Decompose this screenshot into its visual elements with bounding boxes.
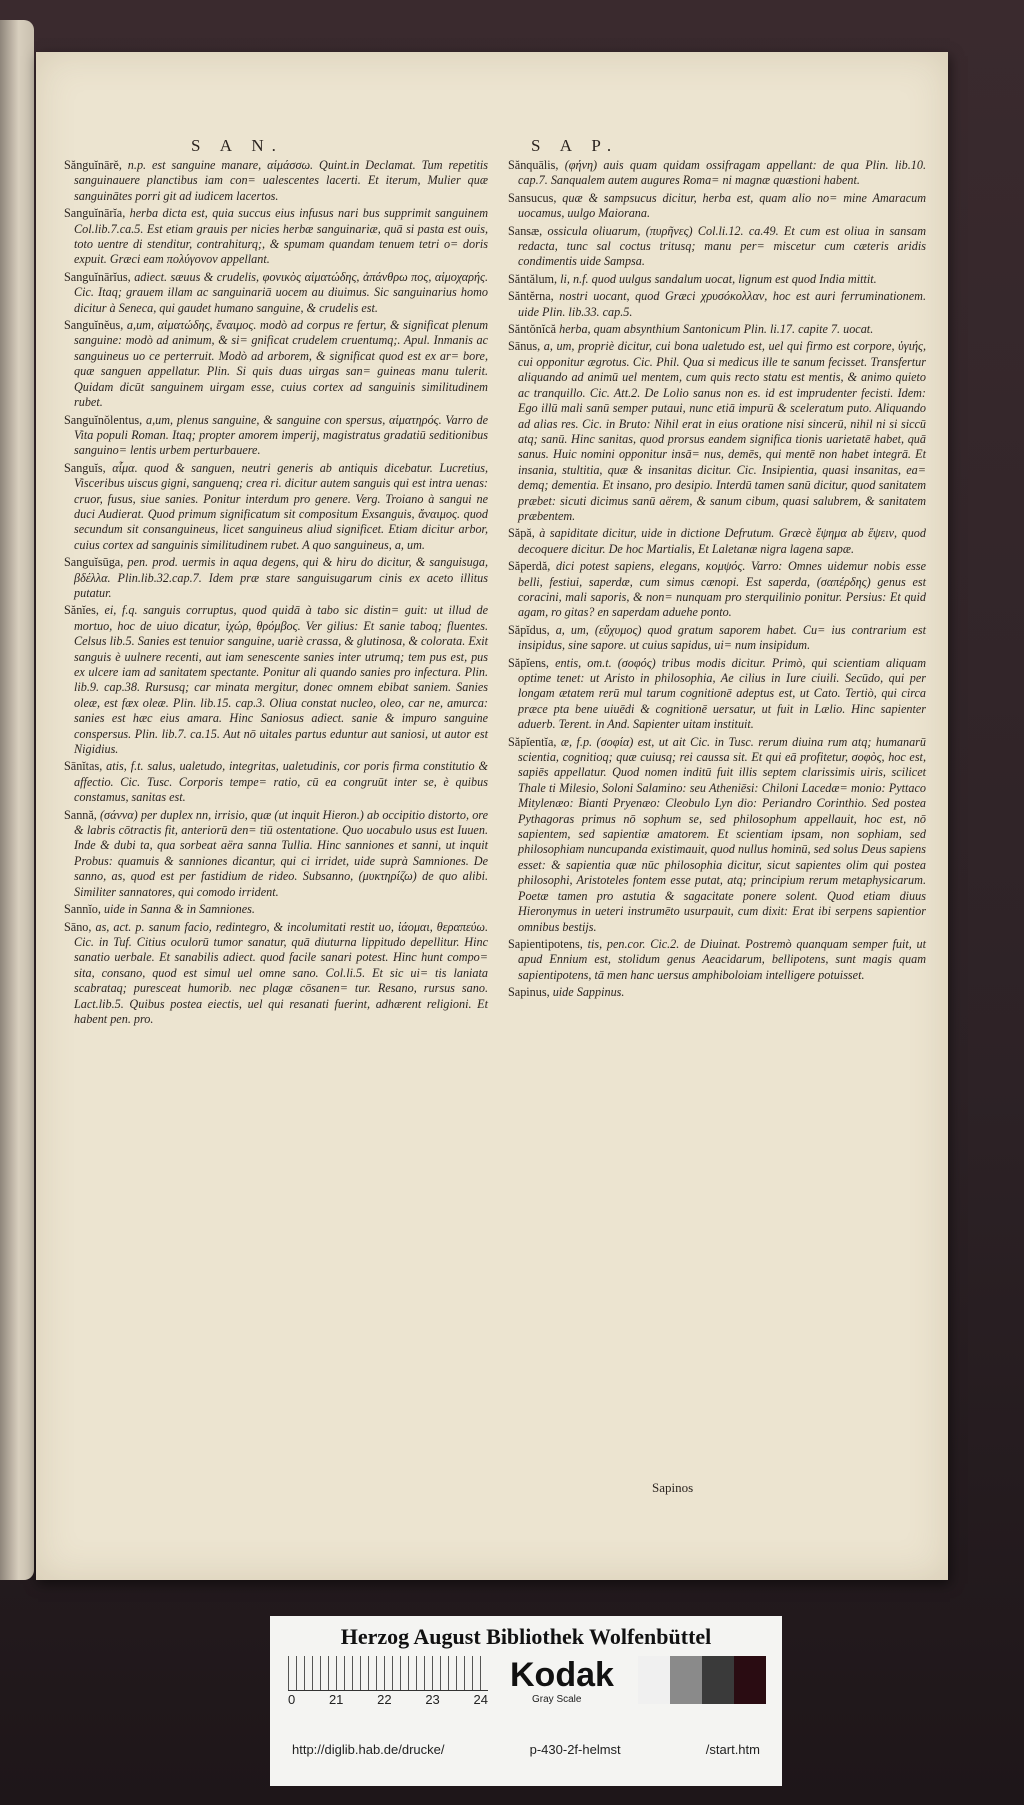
entry-text: pen. prod. uermis in aqua degens, qui & hiru do dicitur, & sanguisuga, βδέλλα. Plin.lib.32.cap.7. Idem præ stare sanguisugarum cinis ex aceto illitus putatur. bbox=[74, 555, 488, 600]
entry-lemma: Sannă, bbox=[64, 807, 97, 822]
gray-patch bbox=[638, 1656, 670, 1704]
dictionary-entry bbox=[506, 985, 926, 1000]
entry-lemma: Sanguĭnārĭus, bbox=[64, 269, 131, 284]
gray-patch bbox=[670, 1656, 702, 1704]
entry-lemma: Sansucus, bbox=[508, 190, 557, 205]
gray-patch bbox=[734, 1656, 766, 1704]
entry-text: tis, pen.cor. Cic.2. de Diuinat. Postremò quanquam semper fuit, ut apud Ennium est, stolidum genus Aeacidarum, bellipotens, sunt magis quam sapientipotens, tā men hanc uersus amphiboloiam intelligere potuisset. bbox=[518, 936, 927, 982]
entry-text: ossicula oliuarum, (πυρῆνες) Col.li.12. ca.49. Et cum est oliua in sansam redacta, tunc sal coctus tritusq; manu per= miscetur cum cæteris aridis condimentis uide Sampsa. bbox=[518, 223, 927, 269]
color-target-strip bbox=[270, 1616, 782, 1786]
ruler-scale bbox=[288, 1656, 488, 1691]
entry-text: uide Sappinus. bbox=[552, 985, 625, 1000]
dictionary-entry bbox=[506, 735, 926, 935]
dictionary-entry bbox=[62, 902, 488, 917]
entry-text: ei, f.q. sanguis corruptus, quod quidā à tabo sic distin= guit: ut illud de mortuo, hoc de uiuo dicatur, ἰχώρ, θρόμβος. Ver gilius: Et sanie taboq; fluentes. Celsus lib.5. Sanies est tenuior sanguine, uariè crassa, & glutinosa, & colorata. Exit sanguis è uulnere recenti, aut iam senescente sanies inter utrumq; tem pus est, pus ex ulcere iam ad sanitatem spectante. Ponitur ali quando sanies pro infectura. Plin. lib.9. cap.38. Rursusq; car minata mergitur, donec omnem ebibat saniem. Sanies oleæ, est fæx oleæ. Plin. lib.15. cap.3. Oliua constat nucleo, oleo, car ne, amurca: sanies est hæc eius amara. Hinc Saniosus adiect. sanie & impuro sanguine conspersus. Plin. lib.7. ca.15. Aut nō uitales partus eduntur aut saniosi, ut autor est Nigidius. bbox=[74, 603, 488, 757]
entry-text: (φήνη) auis quam quidam ossifragam appellant: de qua Plin. lib.10. cap.7. Sanqualem autem augures Roma= ni magnæ quæstioni habent. bbox=[518, 158, 926, 188]
entry-text: dici potest sapiens, elegans, κομψός. Varro: Omnes uidemur nobis esse belli, festiui, saperdæ, cum simus cænopi. Est saperda, (σαπέρδης) genus est coracini, mali saporis, & non= nunquam pro sterquilinio ponitur. Persius: Et quid agam, ro gitas? en saperdam aduehe ponto. bbox=[518, 559, 927, 620]
entry-lemma: Sănquālis, bbox=[508, 158, 559, 172]
entry-lemma: Sānus, bbox=[508, 339, 541, 354]
gray-scale-label: Gray Scale bbox=[532, 1694, 582, 1705]
dictionary-entry bbox=[506, 656, 926, 733]
entry-lemma: Sanguĭnŏlentus, bbox=[64, 412, 143, 427]
entry-text: n.p. est sanguine manare, αἱμάσσω. Quint.in Declamat. Tum repetitis sanguinauere planctibus iam con= ualescentes lacerti. Et iterum, Mulier quæ sanguinātes porri git ad iudicem lacertos. bbox=[74, 158, 488, 203]
scale-number: 22 bbox=[377, 1692, 392, 1707]
entry-lemma: Sannĭo, bbox=[64, 902, 101, 917]
entry-text: (σάννα) per duplex nn, irrisio, quæ (ut inquit Hieron.) ab occipitio distorto, ore & labris cōtractis fit, anteriorū den= tiū ostentatione. Quo uocabulo usus est Iuuen. Inde & dubi ta, qua sorbeat aëra sanna Tullia. Hinc sanniones et sanni, ut inquit Probus: quamuis & sanniones dicantur, qui ci irridet, uide suprà Samniones. De sanno, as, quod est per fastidium de rideo. Subsanno, (μυκτηρίζω) de quo alibi. Similiter sannatores, qui comodo irrident. bbox=[74, 807, 489, 899]
entry-text: αἷμα. quod & sanguen, neutri generis ab antiquis dicebatur. Lucretius, Visceribus uiscus gigni, sanguenq; crea ri. dicitur autem sanguis qui est intra uenas: cruor, fusus, siue sanies. Ponitur interdum pro genere. Verg. Troiano à sangui ne duci Audierat. Quod primum significatum sit compositum Exsanguis, ἄναιμος. quod secundum sit consanguineus, licet sanguineus aliud significet. Etiam dicitur arbor, cuius cortex ad sanguinis similitudinem rubet. A quo sanguineus, a, um. bbox=[74, 460, 488, 552]
dictionary-entry bbox=[62, 461, 488, 553]
kodak-logo: Kodak bbox=[510, 1656, 614, 1694]
dictionary-entry bbox=[62, 555, 488, 601]
dictionary-entry bbox=[506, 339, 926, 524]
dictionary-entry bbox=[62, 318, 488, 410]
dictionary-entry bbox=[506, 937, 926, 983]
dictionary-entry bbox=[62, 206, 488, 268]
entry-text: a,um, αἱματώδης, ἔναιμος. modò ad corpus re fertur, & significat plenum sanguine: modò ad animum, & si= gnificat crudelem cruentumq;. Apul. Inmanis ac sanguineus uo ce perterruit. Modò ad arborem, & significat quod est ex ar= bore, quæ sanguen appellatur. Plin. Si quis duas uirgas san= guineas manu tulerit. Quidam dicūt sanguinem uirgam esse, cuius cortex ad sanguinis similitudinem rubet. bbox=[74, 318, 488, 410]
entry-text: uide in Sanna & in Samniones. bbox=[103, 902, 255, 917]
entry-text: herba, quam absynthium Santonicum Plin. li.17. capite 7. uocat. bbox=[559, 322, 874, 337]
dictionary-entry bbox=[62, 808, 488, 900]
entry-text: a, um, propriè dicitur, cui bona ualetudo est, uel qui firmo est corpore, ὑγιής, cui opponitur ægrotus. Cic. Phil. Qua si medicus ille te sanum fecisset. Transfertur aliquando ad animū uel mentem, cum quis recto statu est mentis, & animo quieto ac tranquillo. Cic. Att.2. De Lolio sanus non es. id est imprudenter fecisti. Idem: Ego illū mali sanū semper putaui, nunc etiā impurū & sceleratum puto. Aliquando ad alias res. Cic. in Bruto: Nihil erat in eius oratione nisi sincerū, nihil ni si siccū atq; sanū. Hinc sanitas, quod prorsus eandem significa tionis uarietatē habet, quā sanus. Huic nomini opponitur insā= nus, demēs, qui mentē non habet integrā. Et insania, stultitia, quæ & insanitas dicitur. Cic. Insipientia, quasi insanitas, ea= demq; dementia. Et insano, pro desipio. Interdū tamen sanū dicitur, quod sanitatem præbet: sicuti dicimus sanū aërem, & sanum cibum, quasi salubrem, & sanitatem præbentem. bbox=[518, 339, 926, 523]
url-bar bbox=[270, 1742, 782, 1757]
entry-text: adiect. sæuus & crudelis, φονικὸς αἱματώδης, ἀπάνθρω πος, αἱμοχαρής. Cic. Itaq; grauem illam ac sanguinariā uocem au diuimus. Sic sanguinarius homo dicitur à Seneca, qui gaudet humano sanguine, & crudelis est. bbox=[74, 269, 489, 315]
dictionary-entry bbox=[62, 413, 488, 459]
dictionary-entry bbox=[62, 603, 488, 757]
entry-lemma: Sapientipotens, bbox=[508, 936, 583, 951]
dictionary-entry bbox=[62, 158, 488, 204]
left-entries bbox=[62, 158, 488, 1029]
entry-lemma: Sanguĭsūga, bbox=[64, 555, 124, 570]
entry-lemma: Sānĭtas, bbox=[64, 759, 103, 774]
entry-lemma: Săntĕrna, bbox=[508, 289, 554, 304]
catchword: Sapinos bbox=[652, 1480, 694, 1495]
dictionary-entry bbox=[506, 526, 926, 557]
entry-text: entis, om.t. (σοφός) tribus modis dicitur. Primò, qui scientiam aliquam optime tenet: ut Aristo in philosophia, Ae cilius in Iure ciuili. Secūdo, qui per longam ætatem rerū mul tarum cognitionē adeptus est, ut Cato. Tertiò, qui circa præce pta bene uiuēdi & cognitionē uersatur, ut fuit in Lælio. Hinc sapienter aduerb. Terent. in And. Sapienter uitam instituit. bbox=[518, 655, 926, 732]
entry-text: a,um, plenus sanguine, & sanguine con spersus, αἱματηρός. Varro de Vita populi Roman. Itaq; propter amorem imperij, magistratus gradatiū seditionibus sanguino= lentis urbem perturbauere. bbox=[74, 412, 489, 458]
url-text: http://diglib.hab.de/drucke/ bbox=[292, 1742, 445, 1757]
entry-lemma: Săpĭens, bbox=[508, 655, 549, 670]
running-head-left: S A N. bbox=[191, 136, 284, 155]
dictionary-entry bbox=[506, 158, 926, 189]
entry-text: nostri uocant, quod Græci χρυσόκολλαν, hoc est auri ferruminationem. uide Plin. lib.33. cap.5. bbox=[518, 289, 926, 319]
library-title: Herzog August Bibliothek Wolfenbüttel bbox=[340, 1624, 712, 1649]
entry-lemma: Săntălum, bbox=[508, 271, 558, 286]
entry-text: quæ & sampsucus dicitur, herba est, quam alio no= mine Amaracum uocamus, uulgo Maiorana. bbox=[518, 190, 927, 221]
entry-lemma: Săntŏnĭcă bbox=[508, 322, 557, 337]
dictionary-entry bbox=[506, 623, 926, 654]
scale-number: 21 bbox=[328, 1692, 344, 1707]
dictionary-entry bbox=[62, 759, 488, 805]
facing-page-edge bbox=[0, 20, 34, 1580]
start-text: /start.htm bbox=[705, 1742, 760, 1757]
entry-lemma: Sanguĭnārĭa, bbox=[64, 206, 126, 221]
entry-text: atis, f.t. salus, ualetudo, integritas, ualetudinis, cor poris firma constitutio & affectio. Cic. Tusc. Corporis tempe= ratio, cū ea congruūt inter se, è quibus constamus, sanitas est. bbox=[74, 759, 488, 805]
scale-numbers bbox=[288, 1692, 488, 1707]
scale-number: 0 bbox=[288, 1692, 296, 1707]
book-page bbox=[36, 52, 948, 1580]
dictionary-entry bbox=[506, 224, 926, 270]
entry-lemma: Sănĭes, bbox=[64, 603, 99, 618]
entry-text: æ, f.p. (σοφία) est, ut ait Cic. in Tusc. rerum diuina rum atq; humanarū scientia, cognitioq; quæ cuiusq; rei caussa sit. Et qui eā profitetur, σοφὸς, hoc est, sapiēs appellatur. Quod nomen inditū fuit illis septem clarissimis uiris, scilicet Thale ti Milesio, Soloni Salamino: seu Atheniēsi: Chiloni Lacedæ= monio: Pyttaco Mitylenæo: Bianti Pryenæo: Cleobulo Lyn dio: Periandro Corinthio. Sed postea Pythagoras primus nō sophum se, sed philosophum appellauit, hoc est, nō sapientem, sed sapientiæ amatorem. Et scientiam ipsam, non sophiam, sed philosophiam nuncupanda existimauit, quod nullus hominū, sed solus Deus sapiens esset: & sapientia quæ nūc philosophia dicitur, sicut sapientes olim qui postea philosophi, Aristoteles fontem esse putat, atq; principium rerum metaphysicarum. Poetæ tamen pro astutia & sagacitate ponere solent. Quod etiam diuus Hieronymus in ueteri instrumēto usurpauit, cum dixit: Erat ibi serpens sapientior omnibus bestijs. bbox=[518, 734, 927, 934]
shelfmark-text: p-430-2f-helmst bbox=[529, 1742, 621, 1757]
entry-text: herba dicta est, quia succus eius infusus nari bus supprimit sanguinem Col.lib.7.ca.5. Est etiam grauis per nicies herbæ sanguinariæ, quā si pasta est ouis, toto uentre di stenditur, contrahiturq;, & spumam quandam tenuem tetri o= doris expuit. Græci eam πολύγονον appellant. bbox=[74, 206, 488, 267]
entry-lemma: Săpĭentĭa, bbox=[508, 734, 557, 749]
entry-lemma: Sanguĭnĕus, bbox=[64, 318, 124, 333]
entry-lemma: Sāno, bbox=[64, 919, 92, 934]
entry-lemma: Săperdă, bbox=[508, 559, 551, 574]
right-entries bbox=[506, 158, 926, 1003]
entry-lemma: Sapinus, bbox=[508, 985, 550, 1000]
entry-text: à sapiditate dicitur, uide in dictione Defrutum. Græcè ἕψημα ab ἕψειν, quod decoquere dicitur. De hoc Martialis, Et Laletanæ nigra lagena sapæ. bbox=[518, 526, 926, 556]
dictionary-entry bbox=[506, 289, 926, 320]
running-head-right: S A P. bbox=[531, 136, 620, 155]
entry-lemma: Săpă, bbox=[508, 526, 535, 541]
dictionary-entry bbox=[506, 559, 926, 621]
entry-lemma: Săpĭdus, bbox=[508, 622, 550, 637]
scale-number: 24 bbox=[473, 1692, 488, 1707]
entry-lemma: Sanguĭs, bbox=[64, 460, 106, 475]
dictionary-entry bbox=[506, 272, 926, 287]
dictionary-entry bbox=[506, 191, 926, 222]
dictionary-entry bbox=[62, 920, 488, 1028]
entry-lemma: Sănguĭnārĕ, bbox=[64, 158, 122, 172]
scale-number: 23 bbox=[425, 1692, 440, 1707]
entry-text: a, um, (εὔχυμος) quod gratum saporem habet. Cu= ius contrarium est insipidus, sine sapore. ut cuius sapidus, ui= num insipidum. bbox=[518, 622, 926, 653]
gray-patches bbox=[638, 1656, 766, 1704]
entry-text: li, n.f. quod uulgus sandalum uocat, lignum est quod India mittit. bbox=[560, 271, 877, 286]
entry-lemma: Sansæ, bbox=[508, 223, 543, 238]
dictionary-entry bbox=[506, 322, 926, 337]
gray-patch bbox=[702, 1656, 734, 1704]
entry-text: as, act. p. sanum facio, redintegro, & incolumitati restit uo, ἰάομαι, θεραπεύω. Cic. in Tuf. Citius oculorū tumor sanatur, quā diuturna lippitudo depellitur. Hinc sanatio uerbale. Et sanabilis adiect. quod facile sanari potest. Hinc hunt compo= sita, consano, quod est simul uel omne sano. Col.li.5. Et sic ui= tis laniata scabrataq; puresceat humorib. nec plagæ cōsanen= tur. Resano, rursus sano. Lact.lib.5. Quibus postea eiectis, uel qui resanati fuerint, adhærent religioni. Et habent pen. pro. bbox=[74, 919, 488, 1026]
dictionary-entry bbox=[62, 270, 488, 316]
